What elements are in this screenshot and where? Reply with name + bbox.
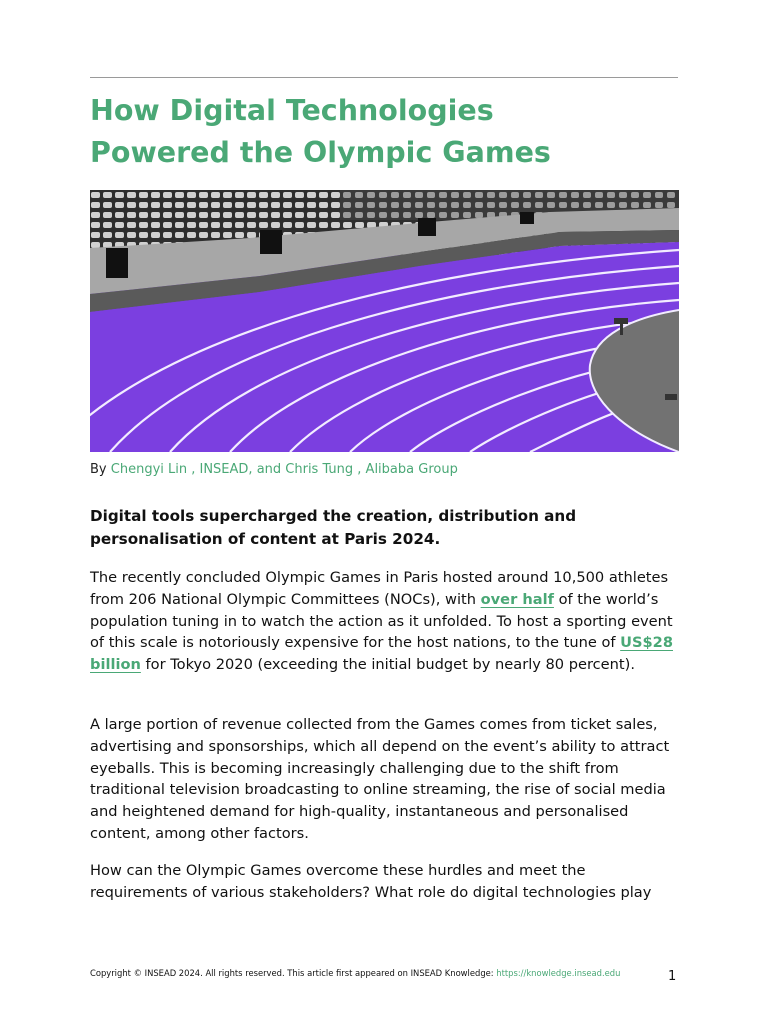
insead-knowledge-link[interactable]: https://knowledge.insead.edu	[496, 968, 621, 978]
hero-image-running-track	[90, 190, 679, 452]
title-line-2: Powered the Olympic Games	[90, 136, 551, 169]
title-line-1: How Digital Technologies	[90, 94, 494, 127]
byline	[90, 461, 458, 479]
paragraph-2: A large portion of revenue collected from the Games comes from ticket sales, advertising and sponsorships, which all depend on the event’s ability to attract eyeballs. This is becoming increasingly challenging due to the shift from traditional television broadcasting to online streaming, the rise of social media and heightened demand for high-quality, instantaneous and personalised content, among other factors.	[90, 716, 670, 842]
article-lede: Digital tools supercharged the creation, distribution and personalisation of content at Paris 2024.	[90, 507, 577, 548]
top-rule	[90, 77, 678, 78]
us28-billion-link[interactable]: US$28 billion	[90, 634, 673, 674]
paragraph-3: How can the Olympic Games overcome these hurdles and meet the requirements of various stakeholders? What role do digital technologies play	[90, 862, 652, 901]
byline-authors[interactable]: Chengyi Lin , INSEAD, and Chris Tung , Alibaba Group	[110, 462, 458, 477]
stadium-track-illustration	[90, 190, 679, 452]
byline-prefix: By	[90, 462, 107, 477]
p1-text-a: The recently concluded Olympic Games in Paris hosted around 10,500 athletes from 206 National Olympic Committees (NOCs), with	[90, 569, 669, 608]
paragraph-1	[90, 567, 680, 676]
copyright-footer	[90, 967, 620, 979]
p1-text-c: for Tokyo 2020 (exceeding the initial budget by nearly 80 percent).	[145, 656, 635, 674]
page-number: 1	[668, 969, 677, 984]
p1-text-b: of the world’s population tuning in to watch the action as it unfolded. To host a sporting event of this scale is notoriously expensive for the host nations, to the tune of	[90, 590, 673, 652]
over-half-link[interactable]: over half	[480, 590, 554, 608]
copyright-text: Copyright © INSEAD 2024. All rights reserved. This article first appeared on INSEAD Knowledge:	[90, 968, 494, 978]
article-title	[90, 90, 690, 174]
